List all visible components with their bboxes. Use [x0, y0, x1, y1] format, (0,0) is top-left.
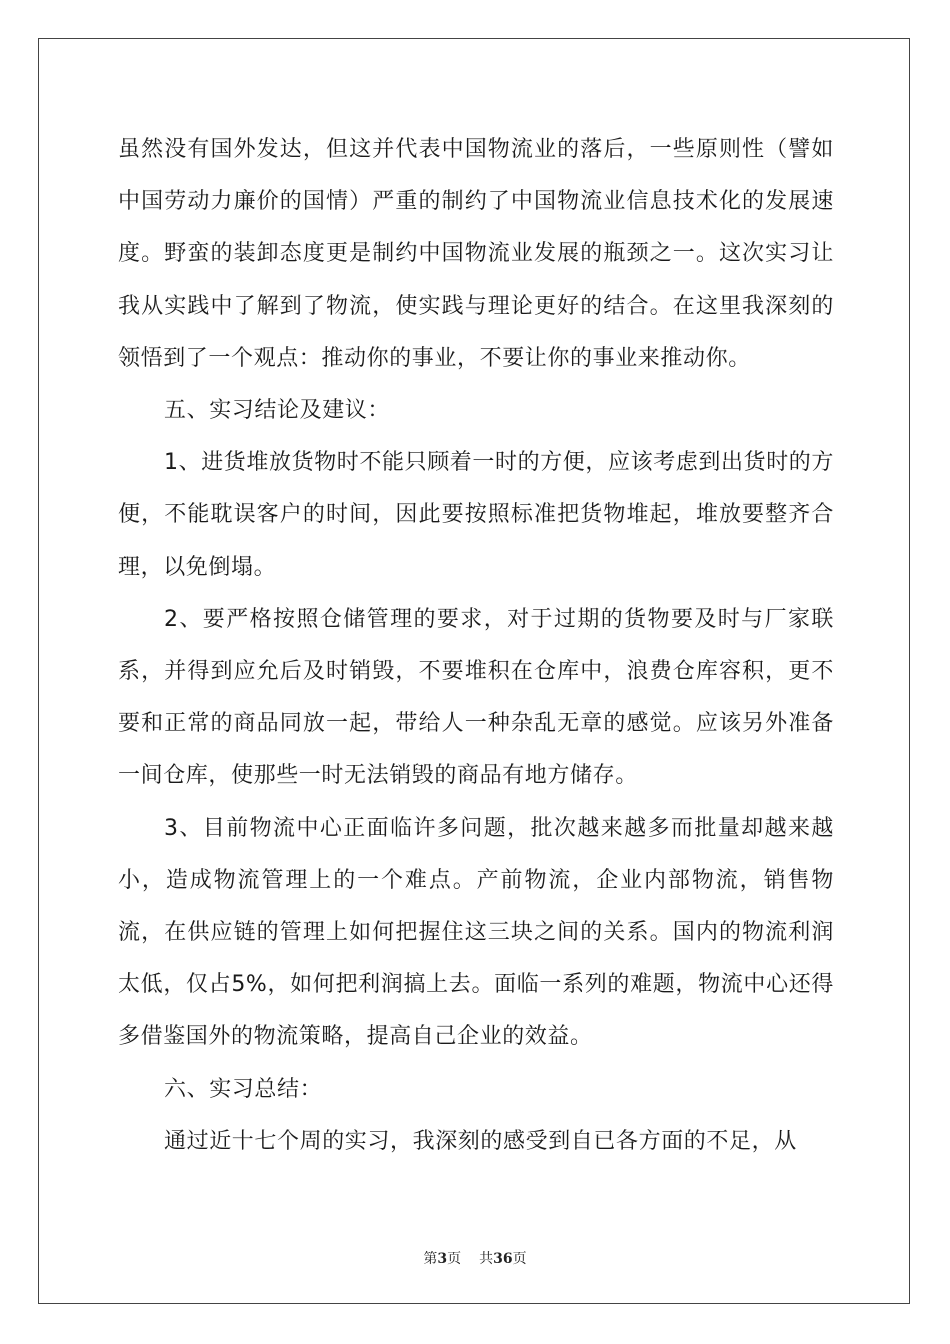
footer-current-page: 3 — [437, 1251, 448, 1267]
paragraph-suggestion-2: 2、要严格按照仓储管理的要求，对于过期的货物要及时与厂家联系，并得到应允后及时销毁，不要堆积在仓库中，浪费仓库容积，更不要和正常的商品同放一起，带给人一种杂乱无章的感觉。应该另外准备一间仓库，使那些一时无法销毁的商品有地方储存。 — [118, 606, 834, 789]
paragraph-continuation: 虽然没有国外发达，但这并代表中国物流业的落后，一些原则性（譬如中国劳动力廉价的国情）严重的制约了中国物流业信息技术化的发展速度。野蛮的装卸态度更是制约中国物流业发展的瓶颈之一。这次实习让我从实践中了解到了物流，使实践与理论更好的结合。在这里我深刻的领悟到了一个观点：推动你的事业，不要让你的事业来推动你。 — [118, 137, 834, 371]
footer-prefix: 第 — [423, 1251, 438, 1267]
footer-total-pages: 36 — [493, 1251, 513, 1267]
paragraph-suggestion-3: 3、目前物流中心正面临许多问题，批次越来越多而批量却越来越小，造成物流管理上的一个难点。产前物流，企业内部物流，销售物流，在供应链的管理上如何把握住这三块之间的关系。国内的物流利润太低，仅占5%，如何把利润搞上去。面临一系列的难题，物流中心还得多借鉴国外的物流策略，提高自己企业的效益。 — [118, 815, 834, 1050]
section-heading-conclusions: 五、实习结论及建议： — [164, 398, 391, 424]
page-footer — [0, 1248, 950, 1268]
section-heading-summary: 六、实习总结： — [164, 1076, 323, 1102]
paragraph-summary-start: 通过近十七个周的实习，我深刻的感受到自已各方面的不足，从 — [164, 1128, 797, 1154]
footer-page-suffix: 页 — [447, 1251, 462, 1267]
document-body — [118, 124, 834, 1168]
paragraph-suggestion-1: 1、进货堆放货物时不能只顾着一时的方便，应该考虑到出货时的方便，不能耽误客户的时间，因此要按照标准把货物堆起，堆放要整齐合理，以免倒塌。 — [118, 450, 834, 580]
footer-total-suffix: 页 — [512, 1251, 527, 1267]
footer-total-prefix: 共 — [479, 1251, 494, 1267]
